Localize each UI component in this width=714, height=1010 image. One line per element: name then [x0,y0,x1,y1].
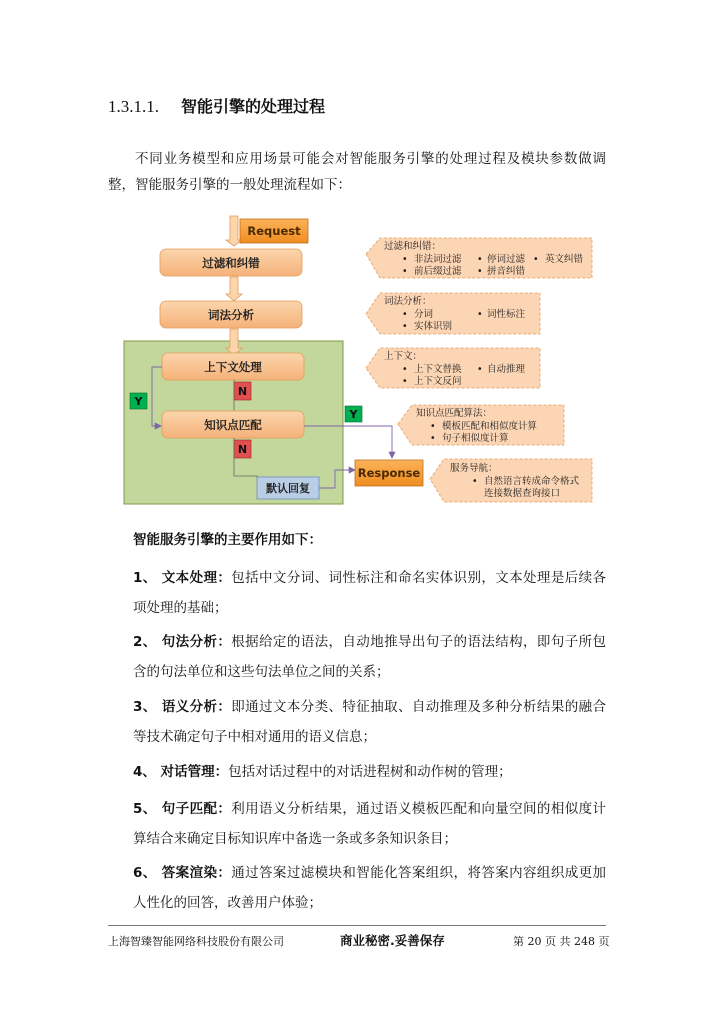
note-item: 自然语言转成命令格式 [484,476,580,487]
match-note-title: 知识点匹配算法： [416,408,493,419]
yes-tag-label: Y [134,395,143,408]
filter-note-title: 过滤和纠错： [384,241,442,252]
note-item: 词性标注 [487,309,526,320]
item-key: 6、 答案渲染： [133,865,232,881]
item-key: 4、 对话管理： [133,764,229,780]
item-text: 包括对话过程中的对话进程树和动作树的管理； [228,764,512,780]
process-flow-diagram [100,212,610,512]
intro-paragraph: 不同业务模型和应用场景可能会对智能服务引擎的处理过程及模块参数做调整，智能服务引擎的一般处理流程如下： [108,151,606,193]
note-item: 拼音纠错 [487,266,526,277]
item-key: 2、 句法分析： [133,634,232,650]
footer-confidential: 商业秘密.妥善保存 [340,933,445,948]
footer-page-number: 第 20 页 共 248 页 [513,935,610,948]
bullet-icon: • [533,254,539,265]
list-item [133,794,606,854]
request-label: Request [247,224,301,238]
bullet-icon: • [402,321,408,332]
note-item: 分词 [414,309,434,320]
functions-heading: 智能服务引擎的主要作用如下： [133,532,322,548]
list-item [133,757,606,787]
bullet-icon: • [402,364,408,375]
no-tag-label: N [237,443,248,456]
section-heading [108,94,325,117]
yes-tag-label: Y [349,408,358,421]
bullet-icon: • [430,421,436,432]
list-item [133,627,606,687]
bullet-icon: • [430,433,436,444]
lexical-label: 词法分析 [208,308,254,322]
section-title: 智能引擎的处理过程 [181,97,326,116]
service-note-title: 服务导航： [450,463,498,474]
list-item [133,563,606,623]
default-reply-label: 默认回复 [266,482,310,495]
footer-company: 上海智臻智能网络科技股份有限公司 [108,935,284,948]
bullet-icon: • [402,254,408,265]
note-item: 前后缀过滤 [414,266,462,277]
bullet-icon: • [402,266,408,277]
item-key: 3、 语义分析： [133,699,232,715]
section-number: 1.3.1.1. [108,97,159,116]
no-tag-label: N [237,385,248,398]
bullet-icon: • [402,309,408,320]
list-item [133,858,606,918]
item-text: 利用语义分析结果，通过语义模板匹配和向量空间的相似度计算结合来确定目标知识库中备选一条或多条知识条目； [133,801,607,847]
note-item: 停词过滤 [487,254,526,265]
context-note-title: 上下文： [384,351,423,362]
filter-label: 过滤和纠错 [202,256,260,270]
item-key: 1、 文本处理： [133,570,232,586]
item-key: 5、 句子匹配： [133,801,232,817]
match-label: 知识点匹配 [204,418,262,432]
note-item: 上下文替换 [414,364,462,375]
list-item [133,692,606,752]
context-label: 上下文处理 [204,360,262,374]
bullet-icon: • [477,309,483,320]
note-item: 句子相似度计算 [442,433,509,444]
bullet-icon: • [477,254,483,265]
bullet-icon: • [472,476,478,487]
footer-divider [108,925,606,926]
lexical-note-title: 词法分析： [384,296,432,307]
note-item: 非法词过滤 [414,254,462,265]
bullet-icon: • [477,266,483,277]
down-arrow-icon [226,277,242,301]
note-item: 上下文反问 [414,376,462,387]
item-text: 包括中文分词、词性标注和命名实体识别，文本处理是后续各项处理的基础； [133,570,607,616]
note-item: 自动推理 [487,364,526,375]
note-item: 实体识别 [414,321,453,332]
item-text: 根据给定的语法，自动地推导出句子的语法结构，即句子所包含的句法单位和这些句法单位之间的关系； [133,634,607,680]
item-text: 通过答案过滤模块和智能化答案组织，将答案内容组织成更加人性化的回答，改善用户体验； [133,865,607,911]
bullet-icon: • [402,376,408,387]
note-item: 连接数据查询接口 [484,488,561,499]
note-item: 英文纠错 [545,254,584,265]
bullet-icon: • [477,364,483,375]
item-text: 即通过文本分类、特征抽取、自动推理及多种分析结果的融合等技术确定句子中相对通用的语义信息； [133,699,607,745]
response-label: Response [357,466,421,480]
note-item: 模板匹配和相似度计算 [442,421,538,432]
